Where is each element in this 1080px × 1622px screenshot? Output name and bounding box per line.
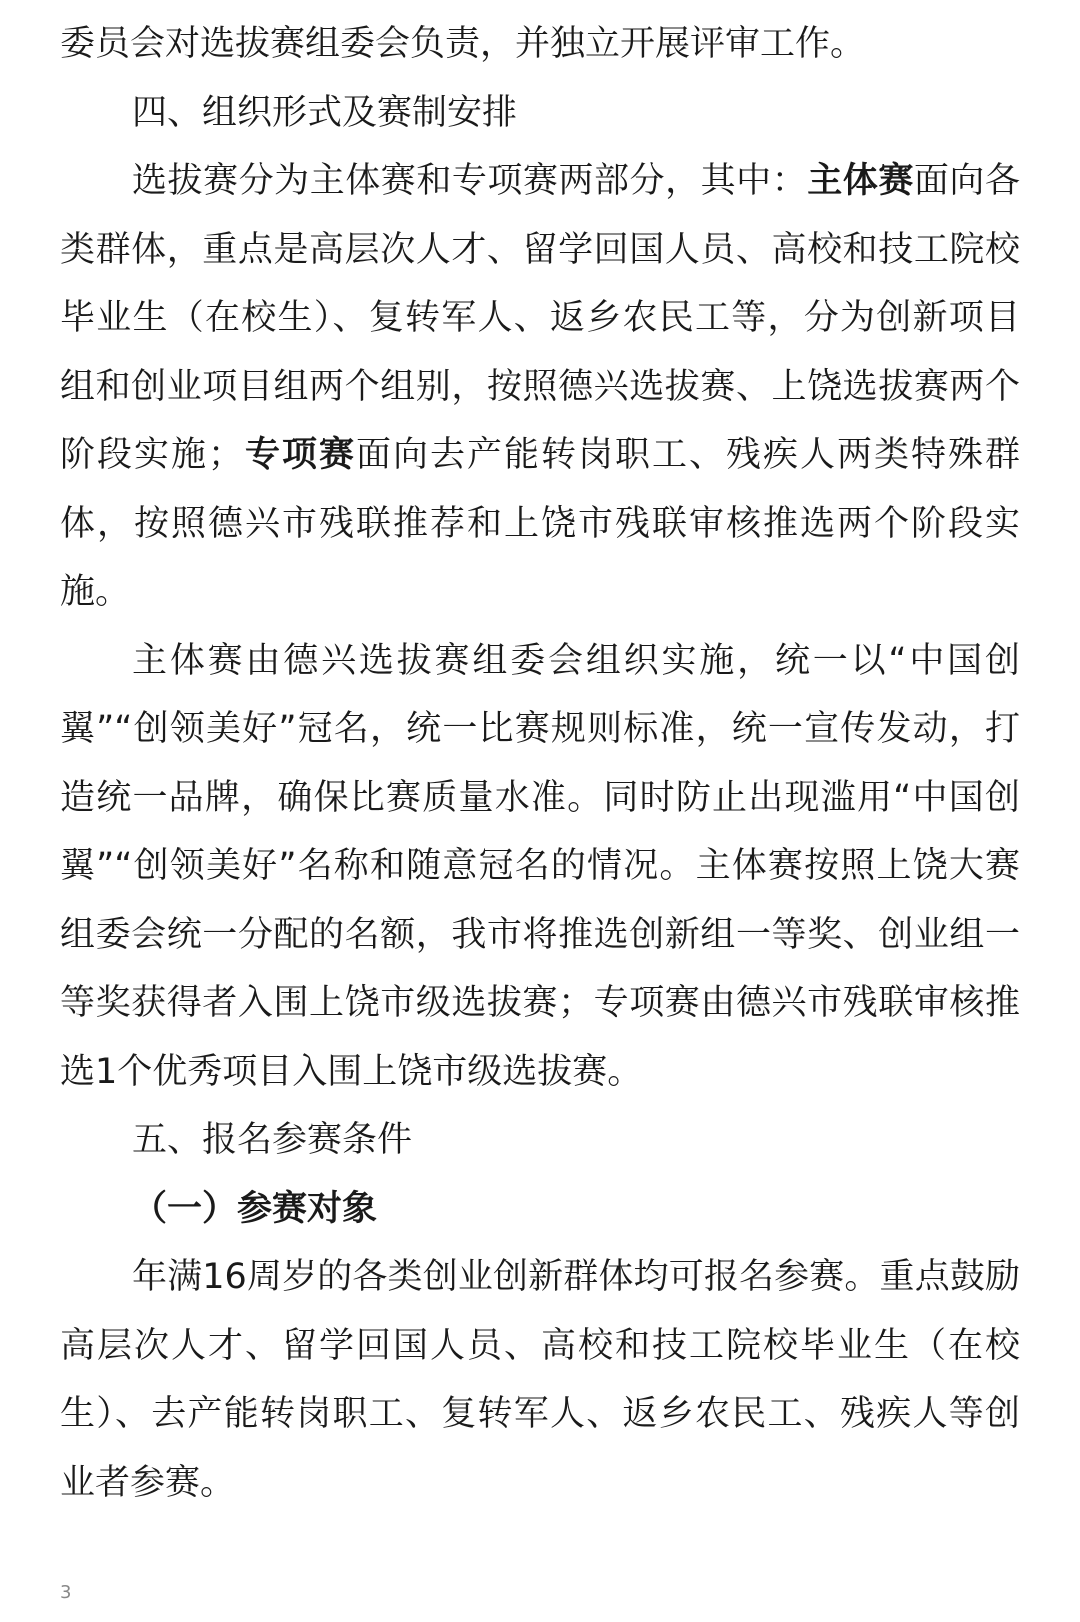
paragraph-text: 选拔赛分为主体赛和专项赛两部分，其中： bbox=[132, 161, 808, 201]
page-number: 3 bbox=[60, 1582, 72, 1603]
heading-text: （一）参赛对象 bbox=[132, 1188, 378, 1229]
paragraph-text: 主体赛由德兴选拔赛组委会组织实施，统一以“中国创翼”“创领美好”冠名，统一比赛规则标准，统一宣传发动，打造统一品牌，确保比赛质量水准。同时防止出现滥用“中国创翼”“创领美好”名称和随意冠名的情况。主体赛按照上饶大赛组委会统一分配的名额，我市将推选创新组一等奖、创业组一等奖获得者入围上饶市级选拔赛；专项赛由德兴市残联审核推选1个优秀项目入围上饶市级选拔赛。 bbox=[60, 640, 1020, 1092]
heading-text: 四、组织形式及赛制安排 bbox=[132, 92, 518, 133]
paragraph-committee bbox=[60, 10, 1020, 79]
section-heading-five bbox=[60, 1106, 1020, 1175]
section-heading-four bbox=[60, 79, 1020, 148]
paragraph-text: 面向去产能转岗职工、残疾人两类特殊群体，按照德兴市残联推荐和上饶市残联审核推选两个阶段实施。 bbox=[60, 435, 1020, 612]
bold-term-main-competition: 主体赛 bbox=[807, 161, 914, 201]
document-body bbox=[60, 10, 1020, 1517]
subsection-heading-participants bbox=[60, 1175, 1020, 1244]
paragraph-main-competition-organization bbox=[60, 627, 1020, 1107]
paragraph-text: 委员会对选拔赛组委会负责，并独立开展评审工作。 bbox=[60, 24, 866, 64]
paragraph-text: 面向各类群体，重点是高层次人才、留学回国人员、高校和技工院校毕业生（在校生）、复转军人、返乡农民工等，分为创新项目组和创业项目组两个组别，按照德兴选拔赛、上饶选拔赛两个阶段实施； bbox=[60, 161, 1020, 475]
bold-term-special-competition: 专项赛 bbox=[243, 435, 356, 475]
paragraph-competition-format bbox=[60, 147, 1020, 627]
heading-text: 五、报名参赛条件 bbox=[132, 1120, 413, 1160]
paragraph-text: 年满16周岁的各类创业创新群体均可报名参赛。重点鼓励高层次人才、留学回国人员、高校和技工院校毕业生（在校生）、去产能转岗职工、复转军人、返乡农民工、残疾人等创业者参赛。 bbox=[60, 1257, 1020, 1503]
paragraph-participants bbox=[60, 1243, 1020, 1517]
